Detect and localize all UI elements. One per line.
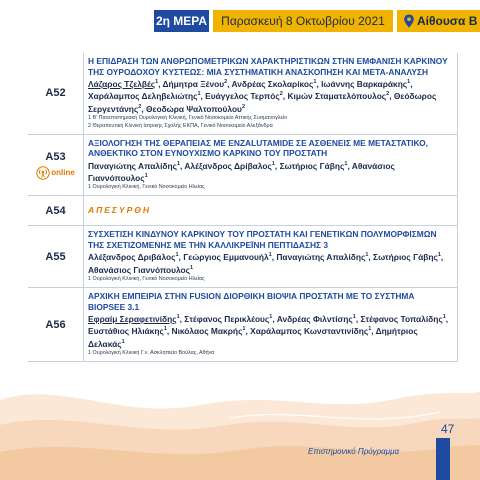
abstract-code: A52 xyxy=(45,87,66,100)
abstract-row xyxy=(28,135,458,197)
abstract-title: ΑΞΙΟΛΟΓΗΣΗ ΤΗΣ ΘΕΡΑΠΕΙΑΣ ΜΕ ENZALUTAMIDE ΣΕ ΑΣΘΕΝΕΙΣ ΜΕ ΜΕΤΑΣΤΑΤΙΚΟ, ΑΝΘΕΚΤΙΚΟ ΣΤΟΝ ΕΥΝΟΥΧΙΣΜΟ ΚΑΡΚΙΝΟ ΤΟΥ ΠΡΟΣΤΑΤΗ xyxy=(88,137,428,159)
abstract-code: A55 xyxy=(45,250,66,263)
abstract-code: A53 xyxy=(45,150,66,163)
abstract-row xyxy=(28,288,458,362)
abstract-code-cell xyxy=(28,288,83,361)
abstract-title: ΣΥΣΧΕΤΙΣΗ ΚΙΝΔΥΝΟΥ ΚΑΡΚΙΝΟΥ ΤΟΥ ΠΡΟΣΤΑΤΗ ΚΑΙ ΓΕΝΕΤΙΚΩΝ ΠΟΛΥΜΟΡΦΙΣΜΩΝ ΤΗΣ ΣΧΕΤΙΖΟΜΕΝΗΣ ΜΕ ΤΗΝ ΚΑΛΛΙΚΡΕΪΝΗ ΠΕΠΤΙΔΑΣΗΣ 3 xyxy=(88,229,437,250)
broadcast-icon xyxy=(36,166,50,180)
page-marker-bar xyxy=(436,438,450,480)
abstract-table xyxy=(28,53,458,362)
abstract-content xyxy=(83,135,458,196)
abstract-row xyxy=(28,53,458,135)
location-pin-icon xyxy=(403,14,415,28)
date-label: Παρασκευή 8 Οκτωβρίου 2021 xyxy=(213,10,393,32)
abstract-authors: Εφραίμ Σεραφετινίδης$^1$, Στέφανος Περικλέους$^1$, Ανδρέας Φιλντίσης$^1$, Στέφανος Τοπαλίδης$^1$, Ευστάθιος Ηλιάκης$^1$, Νικόλαος Μακρής$^1$, Χαράλαμπος Κωνσταντινίδης$^1$, Δημήτριος Δελακάς$^1$ xyxy=(88,313,449,349)
program-label: Επιστημονικό Πρόγραμμα xyxy=(308,447,400,456)
withdrawn-label: ΑΠΕΣΥΡΘΗ xyxy=(88,205,152,216)
abstract-affiliation: 1 Ουρολογική Κλινική, Γενικό Νοσοκομείο Ηλείας xyxy=(88,184,205,191)
abstract-content xyxy=(83,288,458,361)
abstract-code: A54 xyxy=(45,204,66,217)
abstract-title: ΑΡΧΙΚΗ ΕΜΠΕΙΡΙΑ ΣΤΗΝ FUSION ΔΙΟΡΘΙΚΗ ΒΙΟΨΙΑ ΠΡΟΣΤΑΤΗ ΜΕ ΤΟ ΣΥΣΤΗΜΑ BIOPSEE 3.1 xyxy=(88,291,415,312)
day-label: 2η ΜΕΡΑ xyxy=(154,10,209,32)
abstract-authors: Λάζαρος Τζελβές$^1$, Δήμητρα Ξένου$^2$, Ανδρέας Σκολαρίκος$^1$, Ιωάννης Βαρκαράκης$^1$, Χαράλαμπος Δεληβελιώτης$^1$, Ευάγγελος Τερπός$^2$, Κιμών Σταματελόπουλος$^2$, Θεόδωρος Σεργεντάνης$^2$, Θεοδώρα Ψαλτοπούλου$^2$ xyxy=(88,78,437,114)
abstract-content xyxy=(83,226,458,287)
abstract-row xyxy=(28,226,458,288)
abstract-authors: Αλέξανδρος Δριβάλος$^1$, Γεώργιος Εμμανουήλ$^1$, Παναγιώτης Απαλίδης$^1$, Σωτήριος Γάβης$^1$, Αθανάσιος Γιαννόπουλος$^1$ xyxy=(88,252,444,275)
page-number: 47 xyxy=(441,422,455,436)
abstract-title: Η ΕΠΙΔΡΑΣΗ ΤΩΝ ΑΝΘΡΩΠΟΜΕΤΡΙΚΩΝ ΧΑΡΑΚΤΗΡΙΣΤΙΚΩΝ ΣΤΗΝ ΕΜΦΑΝΙΣΗ ΚΑΡΚΙΝΟΥ ΤΗΣ ΟΥΡΟΔΟΧΟΥ ΚΥΣΤΕΩΣ: ΜΙΑ ΣΥΣΤΗΜΑΤΙΚΗ ΑΝΑΣΚΟΠΗΣΗ ΚΑΙ ΜΕΤΑ-ΑΝΑΛΥΣΗ xyxy=(88,56,448,77)
abstract-content xyxy=(83,53,458,134)
abstract-affiliation: 1 Β' Πανεπιστημιακή Ουρολογική Κλινική, Γενικό Νοσοκομείο Αττικής Συσμανογλείο xyxy=(88,114,288,121)
abstract-affiliation: 1 Ουρολογική Κλινική, Γενικό Νοσοκομείο Ηλείας xyxy=(88,276,205,283)
online-badge xyxy=(36,166,75,180)
header-bar xyxy=(154,10,480,32)
abstract-code-cell xyxy=(28,53,83,134)
abstract-code-cell xyxy=(28,135,83,196)
abstract-code-cell xyxy=(28,196,83,225)
abstract-code-cell xyxy=(28,226,83,287)
room-name: Αίθουσα Β xyxy=(417,14,478,28)
abstract-authors: Παναγιώτης Απαλίδης$^1$, Αλέξανδρος Δρίβαλος$^1$, Σωτήριος Γάβης$^1$, Αθανάσιος Γιαννόπουλος$^1$ xyxy=(88,160,395,183)
online-label: online xyxy=(51,168,75,178)
abstract-affiliation: 2 Θεραπευτική Κλινική Ιατρικής Σχολής ΕΚΠΑ, Γενικό Νοσοκομείο Αλεξάνδρα xyxy=(88,122,273,129)
room-label xyxy=(397,10,480,32)
abstract-content xyxy=(83,196,458,225)
decorative-waves xyxy=(0,360,480,480)
abstract-row xyxy=(28,196,458,226)
abstract-code: A56 xyxy=(45,318,66,331)
abstract-affiliation: 1 Ουρολογική Κλινική Γ.ν. Ασκληπιείο Βούλας, Αθήνα xyxy=(88,349,215,356)
